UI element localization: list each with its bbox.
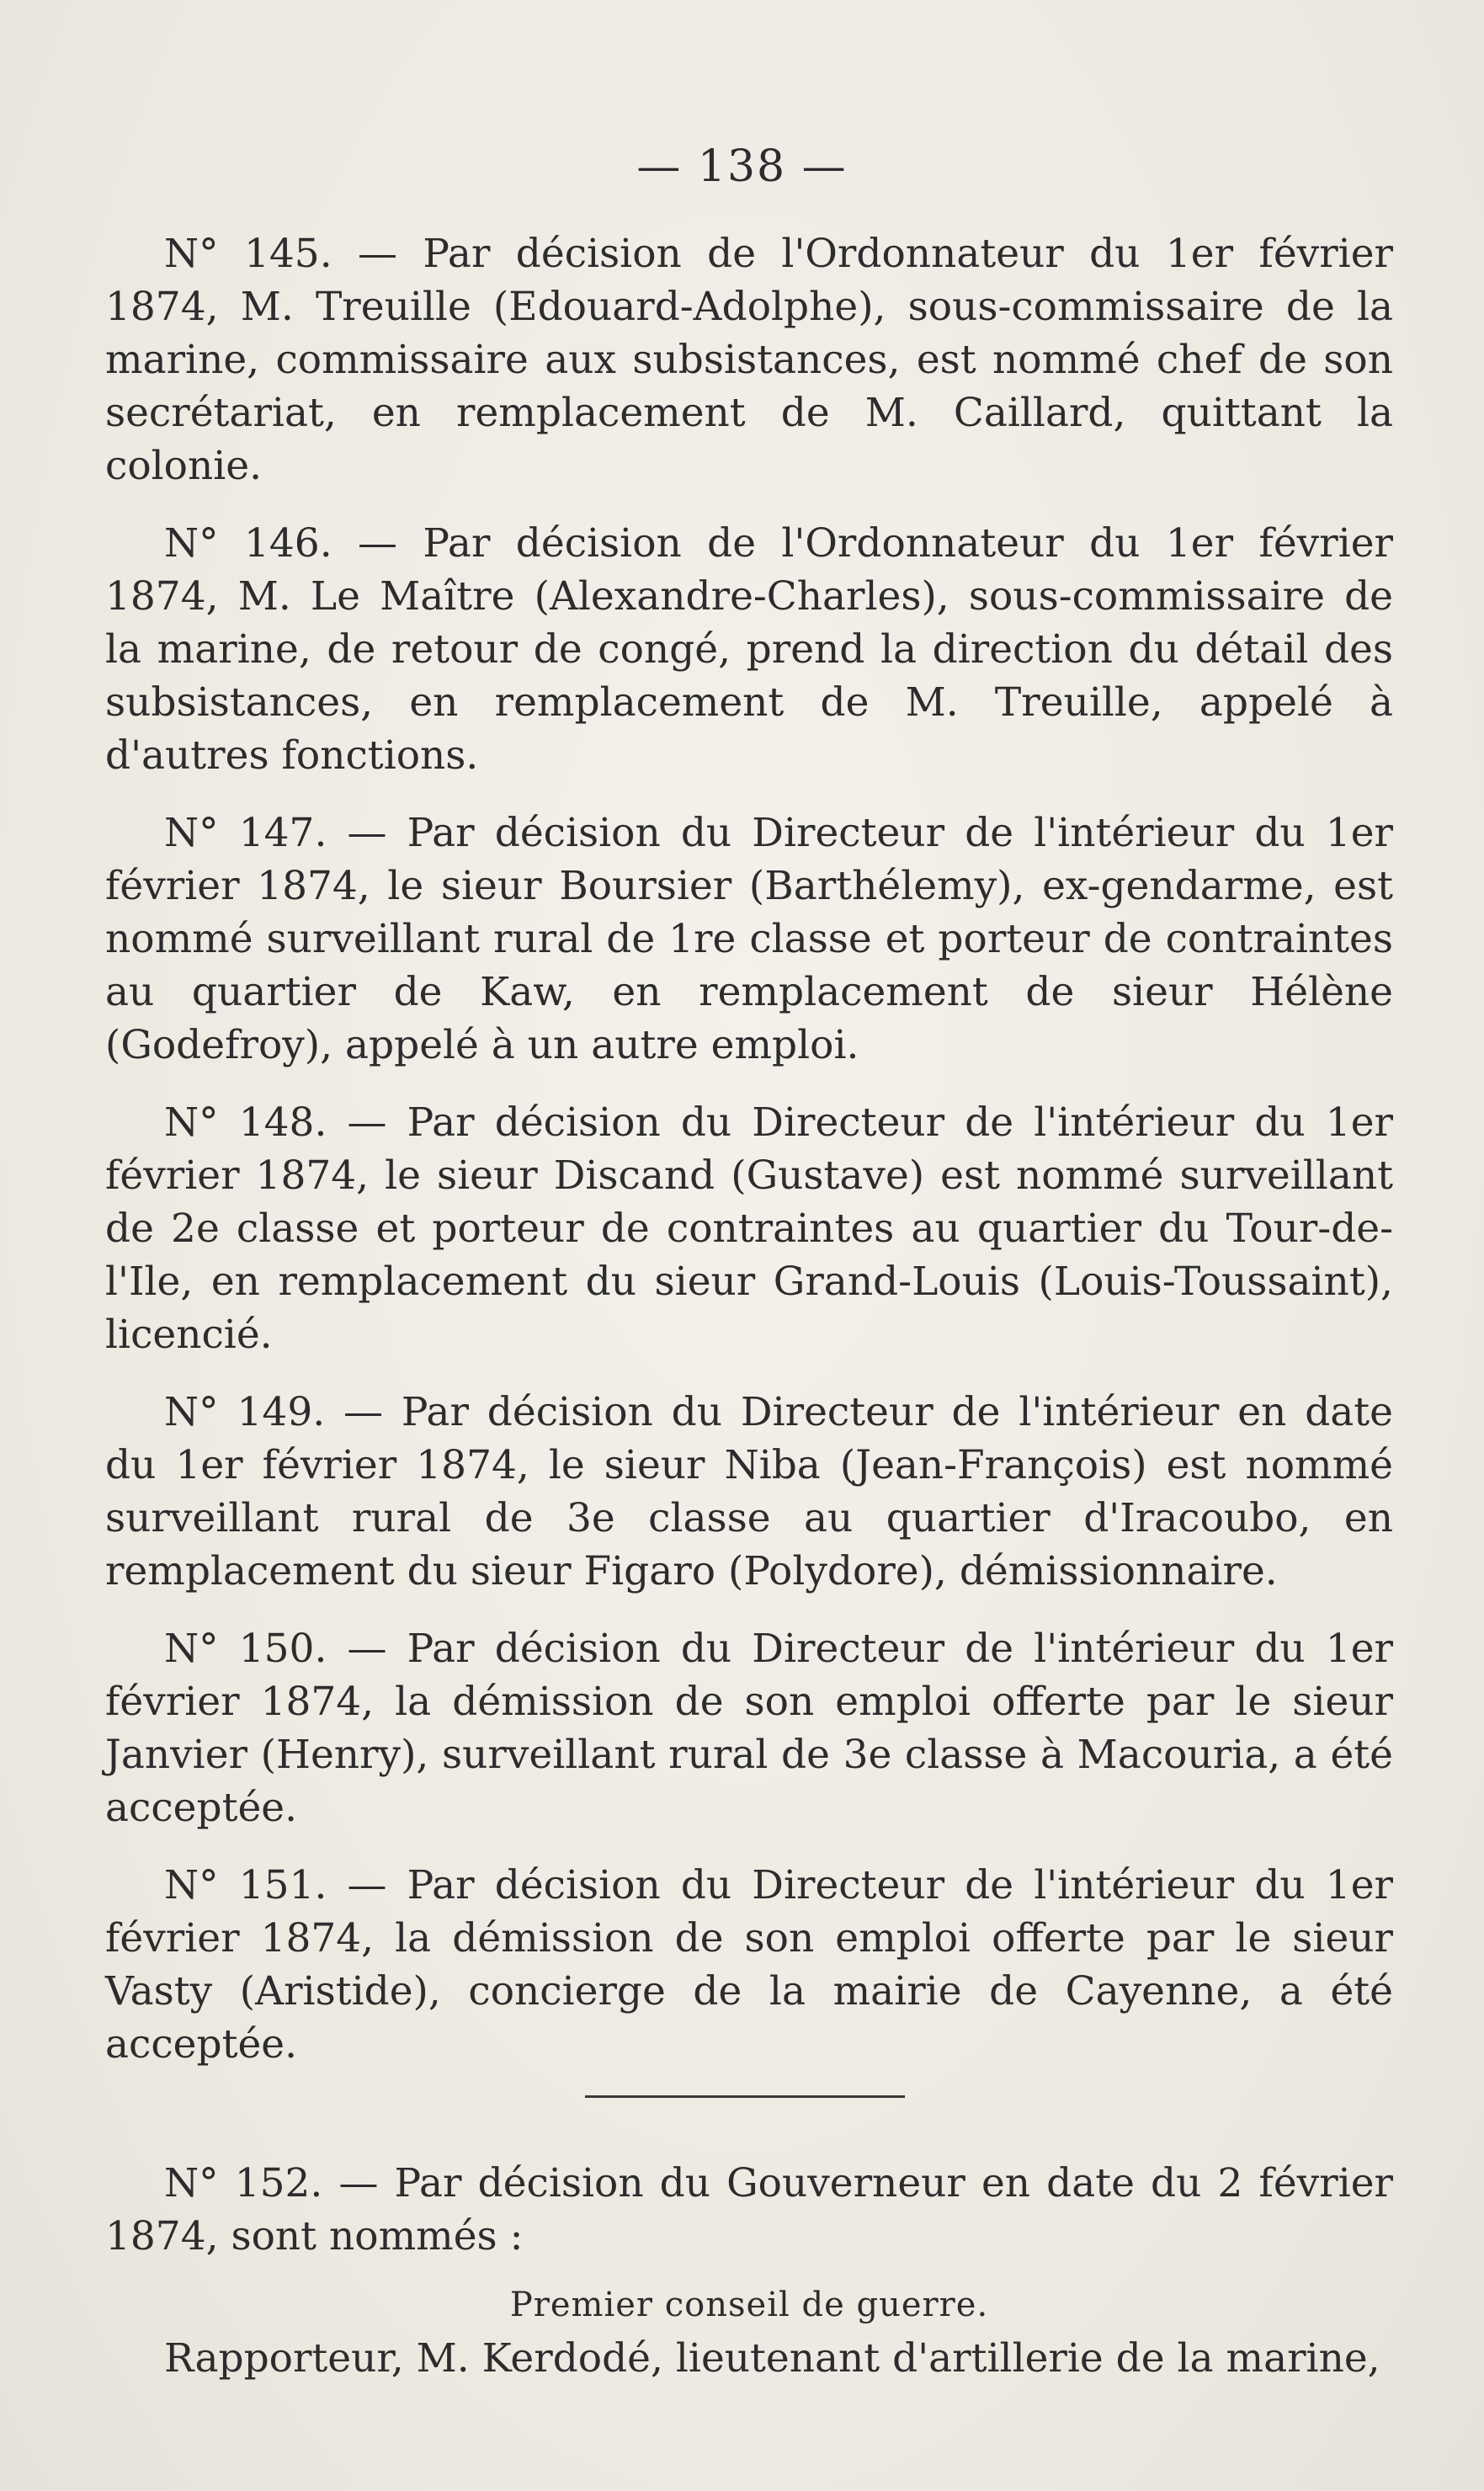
para-149: N° 149. — Par décision du Directeur de l'intérieur en date du 1er février 1874, le sieur Niba (Jean-François) est nommé surveillant rural de 3e classe au quartier d'Iracoubo, en remplacement du sieur Figaro (Polydore), démissionnaire. [105, 1389, 1393, 1594]
para-152: N° 152. — Par décision du Gouverneur en date du 2 février 1874, sont nommés : [105, 2160, 1393, 2259]
para-151: N° 151. — Par décision du Directeur de l'intérieur du 1er février 1874, la démission de son emploi offerte par le sieur Vasty (Aristide), concierge de la mairie de Cayenne, a été acceptée. [105, 1862, 1393, 2068]
para-150: N° 150. — Par décision du Directeur de l'intérieur du 1er février 1874, la démission de son emploi offerte par le sieur Janvier (Henry), surveillant rural de 3e classe à Macouria, a été acceptée. [105, 1626, 1393, 1831]
para-147: N° 147. — Par décision du Directeur de l'intérieur du 1er février 1874, le sieur Boursier (Barthélemy), ex-gendarme, est nommé surveillant rural de 1re classe et porteur de contraintes au quartier de Kaw, en remplacement de sieur Hélène (Godefroy), appelé à un autre emploi. [105, 810, 1393, 1068]
last-line: Rapporteur, M. Kerdodé, lieutenant d'artillerie de la marine, [164, 2335, 1380, 2382]
page-number: — 138 — [636, 141, 848, 192]
document-body [105, 227, 1393, 2385]
para-148: N° 148. — Par décision du Directeur de l'intérieur du 1er février 1874, le sieur Discand (Gustave) est nommé surveillant de 2e classe et porteur de contraintes au quartier du Tour-de-l'Ile, en remplacement du sieur Grand-Louis (Louis-Toussaint), licencié. [105, 1099, 1393, 1358]
section-divider [585, 2095, 905, 2098]
para-145: N° 145. — Par décision de l'Ordonnateur du 1er février 1874, M. Treuille (Edouard-Adolphe), sous-commissaire de la marine, commissaire aux subsistances, est nommé chef de son secrétariat, en remplacement de M. Caillard, quittant la colonie. [105, 231, 1393, 489]
subheading: Premier conseil de guerre. [509, 2286, 989, 2324]
para-146: N° 146. — Par décision de l'Ordonnateur du 1er février 1874, M. Le Maître (Alexandre-Charles), sous-commissaire de la marine, de retour de congé, prend la direction du détail des subsistances, en remplacement de M. Treuille, appelé à d'autres fonctions. [105, 520, 1393, 779]
